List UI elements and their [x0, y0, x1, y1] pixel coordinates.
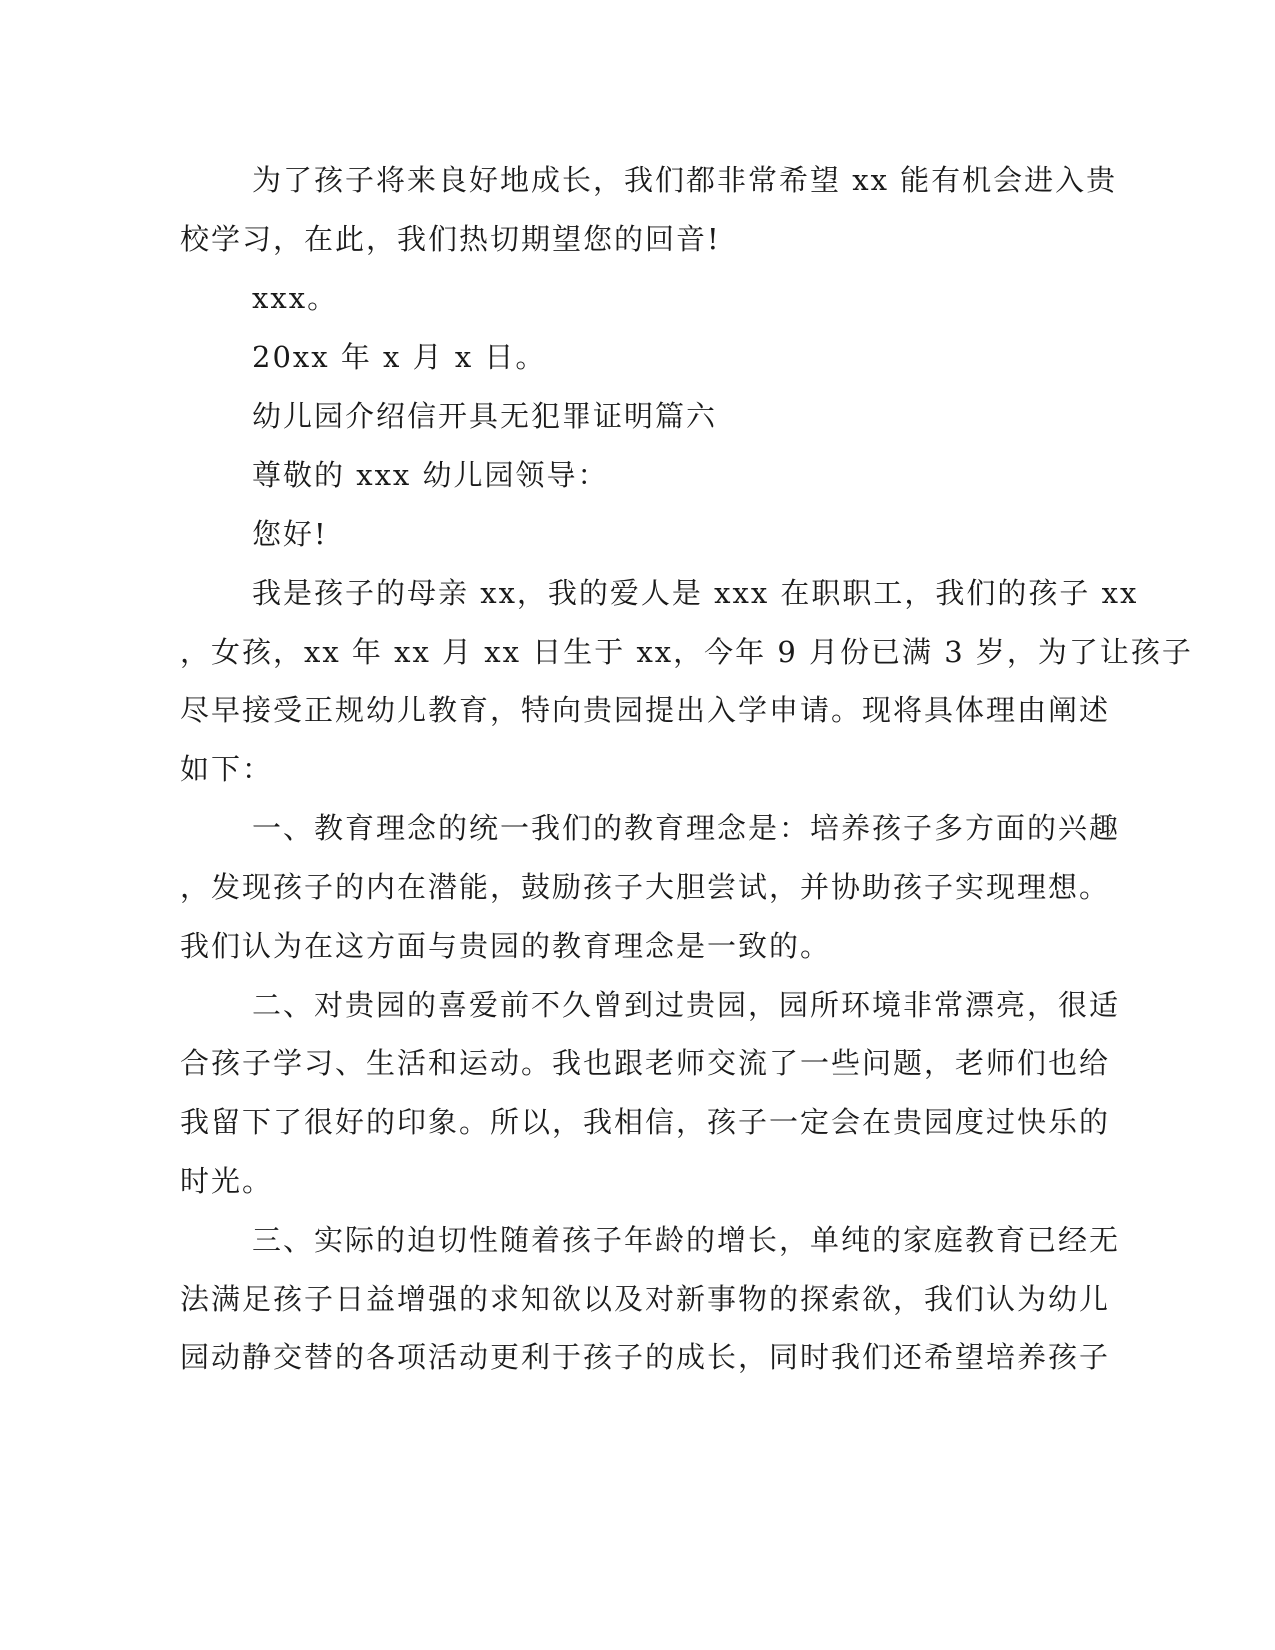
paragraph-line: 合孩子学习、生活和运动。我也跟老师交流了一些问题，老师们也给: [180, 1046, 1111, 1080]
greeting: 您好!: [252, 517, 328, 551]
paragraph-line: 三、实际的迫切性随着孩子年龄的增长，单纯的家庭教育已经无: [252, 1223, 1121, 1257]
paragraph-line: 二、对贵园的喜爱前不久曾到过贵园，园所环境非常漂亮，很适: [252, 988, 1121, 1022]
paragraph-line: 法满足孩子日益增强的求知欲以及对新事物的探索欲，我们认为幼儿: [180, 1282, 1111, 1316]
paragraph-line: ，女孩，xx 年 xx 月 xx 日生于 xx，今年 9 月份已满 3 岁，为了让孩子: [180, 635, 1193, 669]
paragraph-line: 园动静交替的各项活动更利于孩子的成长，同时我们还希望培养孩子: [180, 1340, 1111, 1374]
salutation: 尊敬的 xxx 幼儿园领导：: [252, 458, 609, 492]
paragraph-line: 时光。: [180, 1164, 274, 1198]
paragraph-line: ，发现孩子的内在潜能，鼓励孩子大胆尝试，并协助孩子实现理想。: [180, 870, 1111, 904]
signature-name: xxx。: [252, 281, 339, 315]
paragraph-line: 一、教育理念的统一我们的教育理念是：培养孩子多方面的兴趣: [252, 811, 1121, 845]
section-heading: 幼儿园介绍信开具无犯罪证明篇六: [252, 399, 718, 433]
paragraph-line: 校学习，在此，我们热切期望您的回音!: [180, 222, 721, 256]
paragraph-line: 为了孩子将来良好地成长，我们都非常希望 xx 能有机会进入贵: [252, 163, 1118, 197]
paragraph-line: 我留下了很好的印象。所以，我相信，孩子一定会在贵园度过快乐的: [180, 1105, 1111, 1139]
paragraph-line: 我是孩子的母亲 xx，我的爱人是 xxx 在职职工，我们的孩子 xx: [252, 576, 1139, 610]
paragraph-line: 我们认为在这方面与贵园的教育理念是一致的。: [180, 929, 832, 963]
paragraph-line: 如下：: [180, 752, 274, 786]
paragraph-line: 尽早接受正规幼儿教育，特向贵园提出入学申请。现将具体理由阐述: [180, 693, 1111, 727]
signature-date: 20xx 年 x 月 x 日。: [252, 340, 547, 374]
